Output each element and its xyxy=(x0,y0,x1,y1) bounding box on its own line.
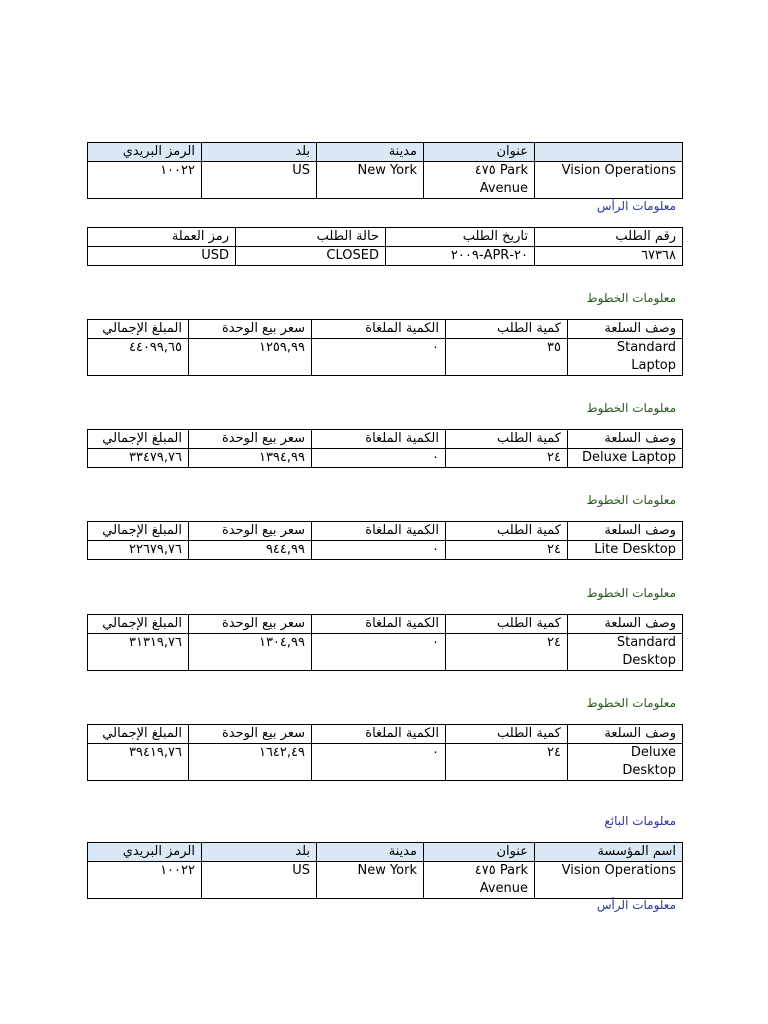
country-cell: US xyxy=(202,862,317,899)
total-cell: ٣٩٤١٩,٧٦ xyxy=(88,744,189,781)
table-row xyxy=(88,862,683,899)
table-row xyxy=(88,247,683,266)
header-cell: الكمية الملغاة xyxy=(312,430,446,449)
header-cell: المبلغ الإجمالي xyxy=(88,320,189,339)
header-cell: الكمية الملغاة xyxy=(312,320,446,339)
total-cell: ٢٢٦٧٩,٧٦ xyxy=(88,541,189,560)
header-cell: الكمية الملغاة xyxy=(312,725,446,744)
header-cell: مدينة xyxy=(317,843,424,862)
table-header-row xyxy=(88,430,683,449)
lines-table xyxy=(87,319,683,376)
lines-info-caption: معلومات الخطوط xyxy=(586,493,676,507)
header-cell: رمز العملة xyxy=(88,228,236,247)
header-info-caption: معلومات الرأس xyxy=(596,898,676,912)
header-cell: مدينة xyxy=(317,143,424,162)
lines-table xyxy=(87,521,683,560)
order-date-cell: ٢٠-APR-٢٠٠٩ xyxy=(386,247,535,266)
organization-cell: Vision Operations xyxy=(535,162,683,199)
header-cell: وصف السلعة xyxy=(568,615,683,634)
header-cell: كمية الطلب xyxy=(446,725,568,744)
table-row xyxy=(88,162,683,199)
table-header-row xyxy=(88,228,683,247)
order-number-cell: ٦٧٣٦٨ xyxy=(535,247,683,266)
order-status-cell: CLOSED xyxy=(236,247,386,266)
lines-info-caption: معلومات الخطوط xyxy=(586,291,676,305)
table-row xyxy=(88,339,683,376)
qty-cell: ٣٥ xyxy=(446,339,568,376)
header-cell: المبلغ الإجمالي xyxy=(88,725,189,744)
header-cell: الكمية الملغاة xyxy=(312,615,446,634)
order-table xyxy=(87,227,683,266)
country-cell: US xyxy=(202,162,317,199)
header-cell: كمية الطلب xyxy=(446,615,568,634)
table-header-row xyxy=(88,843,683,862)
header-cell: سعر بيع الوحدة xyxy=(189,320,312,339)
header-cell: سعر بيع الوحدة xyxy=(189,430,312,449)
postal-code-cell: ١٠٠٢٢ xyxy=(88,162,202,199)
lines-table xyxy=(87,429,683,468)
header-cell: بلد xyxy=(202,143,317,162)
table-header-row xyxy=(88,615,683,634)
header-cell: تاريخ الطلب xyxy=(386,228,535,247)
table-header-row xyxy=(88,320,683,339)
address-cell: Park ٤٧٥ Avenue xyxy=(424,162,535,199)
header-cell: الرمز البريدي xyxy=(88,143,202,162)
lines-info-caption: معلومات الخطوط xyxy=(586,401,676,415)
city-cell: New York xyxy=(317,162,424,199)
table-row xyxy=(88,541,683,560)
qty-cell: ٢٤ xyxy=(446,541,568,560)
header-cell: كمية الطلب xyxy=(446,320,568,339)
header-cell xyxy=(535,143,683,162)
total-cell: ٤٤٠٩٩,٦٥ xyxy=(88,339,189,376)
qty-cell: ٢٤ xyxy=(446,634,568,671)
table-header-row xyxy=(88,143,683,162)
item-cell: Standard Desktop xyxy=(568,634,683,671)
lines-table xyxy=(87,614,683,671)
header-cell: وصف السلعة xyxy=(568,522,683,541)
header-cell: حالة الطلب xyxy=(236,228,386,247)
item-cell: Deluxe Laptop xyxy=(568,449,683,468)
postal-code-cell: ١٠٠٢٢ xyxy=(88,862,202,899)
table-row xyxy=(88,634,683,671)
vendor-table xyxy=(87,842,683,899)
cancelled-cell: ٠ xyxy=(312,634,446,671)
table-row xyxy=(88,744,683,781)
cancelled-cell: ٠ xyxy=(312,744,446,781)
cancelled-cell: ٠ xyxy=(312,449,446,468)
address-cell: Park ٤٧٥ Avenue xyxy=(424,862,535,899)
header-cell: وصف السلعة xyxy=(568,320,683,339)
total-cell: ٣١٣١٩,٧٦ xyxy=(88,634,189,671)
header-cell: رقم الطلب xyxy=(535,228,683,247)
qty-cell: ٢٤ xyxy=(446,744,568,781)
header-cell: بلد xyxy=(202,843,317,862)
table-header-row xyxy=(88,725,683,744)
item-cell: Standard Laptop xyxy=(568,339,683,376)
header-cell: سعر بيع الوحدة xyxy=(189,615,312,634)
address-table-top xyxy=(87,142,683,199)
total-cell: ٣٣٤٧٩,٧٦ xyxy=(88,449,189,468)
item-cell: Deluxe Desktop xyxy=(568,744,683,781)
unit-price-cell: ١٦٤٢,٤٩ xyxy=(189,744,312,781)
vendor-info-caption: معلومات البائع xyxy=(604,814,676,828)
header-cell: كمية الطلب xyxy=(446,430,568,449)
header-cell: وصف السلعة xyxy=(568,430,683,449)
header-cell: المبلغ الإجمالي xyxy=(88,522,189,541)
header-info-caption: معلومات الرأس xyxy=(596,199,676,213)
header-cell: عنوان xyxy=(424,843,535,862)
header-cell: اسم المؤسسة xyxy=(535,843,683,862)
qty-cell: ٢٤ xyxy=(446,449,568,468)
unit-price-cell: ٩٤٤,٩٩ xyxy=(189,541,312,560)
unit-price-cell: ١٣٠٤,٩٩ xyxy=(189,634,312,671)
organization-cell: Vision Operations xyxy=(535,862,683,899)
header-cell: عنوان xyxy=(424,143,535,162)
header-cell: المبلغ الإجمالي xyxy=(88,615,189,634)
table-header-row xyxy=(88,522,683,541)
table-row xyxy=(88,449,683,468)
unit-price-cell: ١٣٩٤,٩٩ xyxy=(189,449,312,468)
currency-cell: USD xyxy=(88,247,236,266)
cancelled-cell: ٠ xyxy=(312,339,446,376)
header-cell: الكمية الملغاة xyxy=(312,522,446,541)
header-cell: سعر بيع الوحدة xyxy=(189,522,312,541)
header-cell: الرمز البريدي xyxy=(88,843,202,862)
header-cell: وصف السلعة xyxy=(568,725,683,744)
lines-table xyxy=(87,724,683,781)
city-cell: New York xyxy=(317,862,424,899)
unit-price-cell: ١٢٥٩,٩٩ xyxy=(189,339,312,376)
item-cell: Lite Desktop xyxy=(568,541,683,560)
lines-info-caption: معلومات الخطوط xyxy=(586,586,676,600)
lines-info-caption: معلومات الخطوط xyxy=(586,696,676,710)
cancelled-cell: ٠ xyxy=(312,541,446,560)
header-cell: المبلغ الإجمالي xyxy=(88,430,189,449)
header-cell: كمية الطلب xyxy=(446,522,568,541)
header-cell: سعر بيع الوحدة xyxy=(189,725,312,744)
